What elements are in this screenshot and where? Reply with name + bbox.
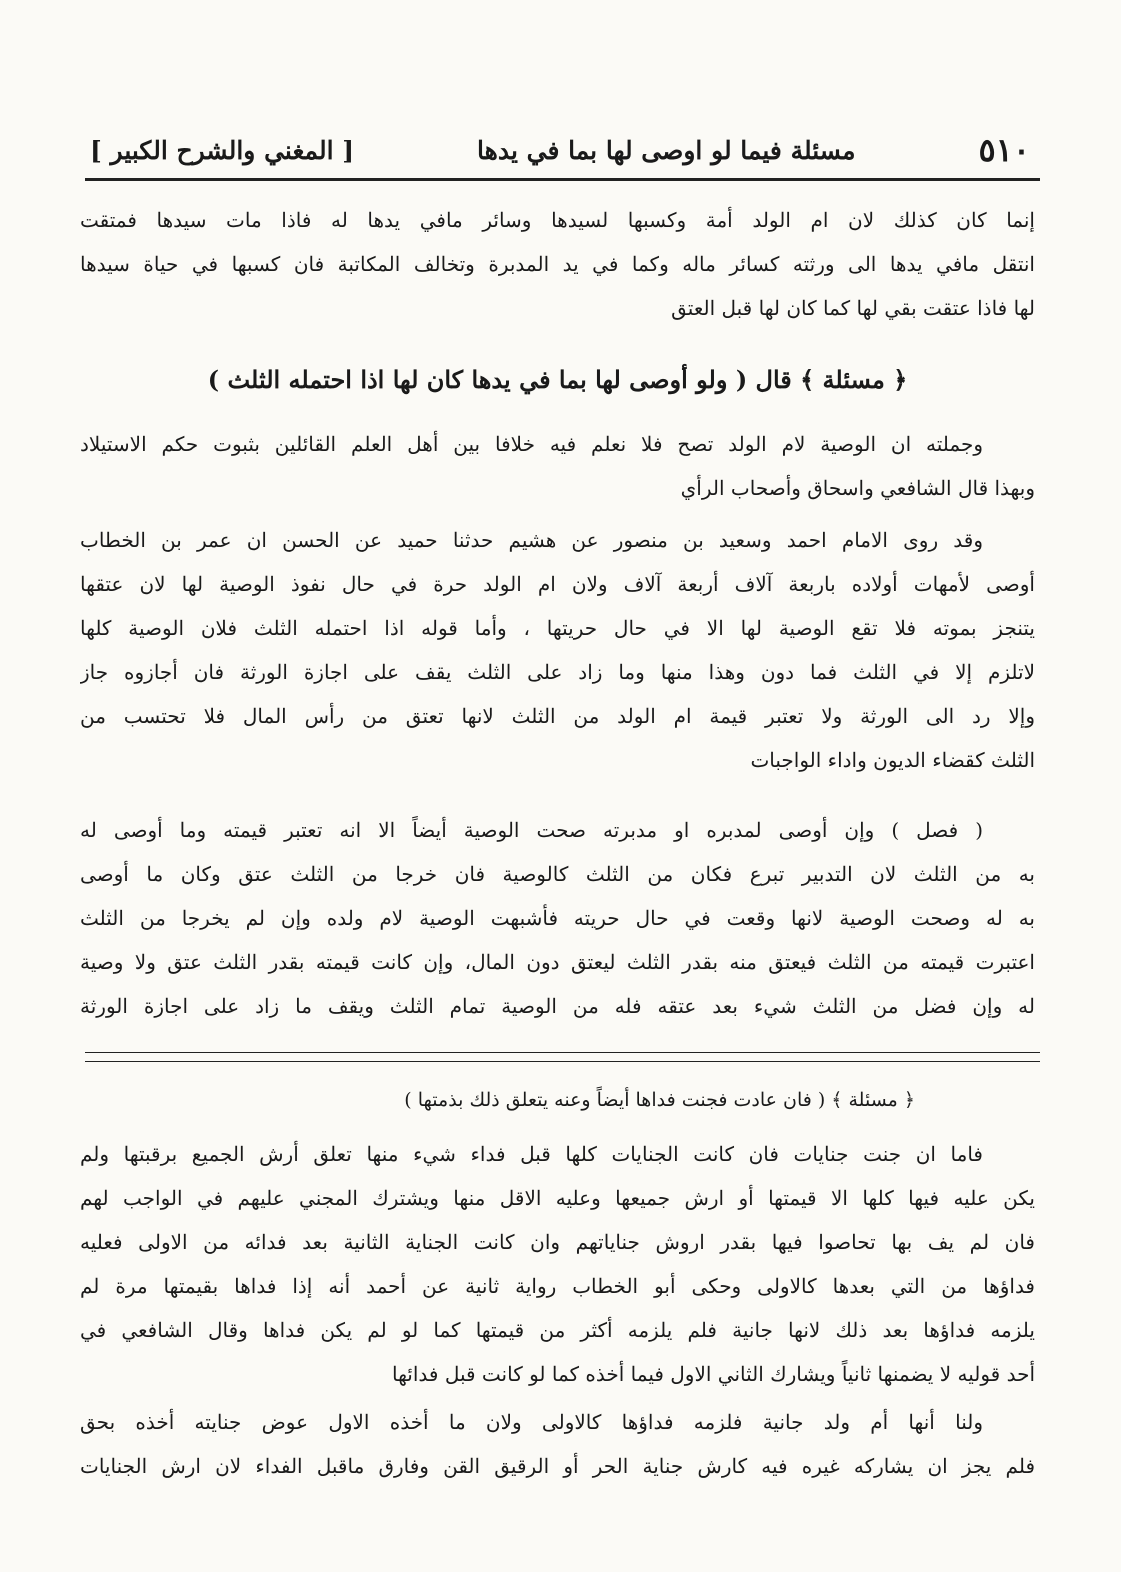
text-line: ولنا أنها أم ولد جانية فلزمه فداؤها كالاولى ولان ما أخذه الاول عوض جنايته أخذه بحق — [80, 1410, 983, 1434]
text-line: لاتلزم إلا في الثلث فما دون وهذا منها وما زاد على الثلث يقف على اجازة الورثة فان أجازوه جاز — [80, 660, 1035, 684]
header-rule — [85, 178, 1040, 181]
text-line: وإلا رد الى الورثة ولا تعتبر قيمة ام الولد من الثلث لانها تعتق من رأس المال فلا تحتسب من — [80, 704, 1035, 728]
text-line: وقد روى الامام احمد وسعيد بن منصور عن هشيم حدثنا حميد عن الحسن ان عمر بن الخطاب — [80, 528, 983, 552]
paragraph-3 — [80, 808, 1035, 1028]
text-line: فلم يجز ان يشاركه غيره فيه كارش جناية الحر أو الرقيق القن وفارق ماقبل الفداء لان ارش الجنايات — [80, 1454, 1035, 1478]
paragraph-4 — [80, 1132, 1035, 1396]
text-line: به من الثلث لان التدبير تبرع فكان من الثلث كالوصية فان خرجا من الثلث عتق وكان ما أوصى — [80, 862, 1035, 886]
text-line: يلزمه فداؤها بعد ذلك لانها جانية فلم يلزمه أكثر من قيمتها كما لو لم يكن فداها وقال الشافعي في — [80, 1318, 1035, 1342]
text-line: أوصى لأمهات أولاده باربعة آلاف أربعة آلاف ولان ام الولد حرة في حال نفوذ الوصية لها لان عتقها — [80, 572, 1035, 596]
book-title: [ المغني والشرح الكبير ] — [90, 135, 355, 165]
text-line: أحد قوليه لا يضمنها ثانياً ويشارك الثاني الاول فيما أخذه كما لو كانت قبل فدائها — [391, 1362, 1035, 1386]
page-header — [90, 130, 1030, 170]
text-line: فاما ان جنت جنايات فان كانت الجنايات كلها قبل فداء شيء منها تعلق أرش الجميع برقبتها ولم — [80, 1142, 983, 1166]
text-line: له وإن فضل من الثلث شيء بعد عتقه فله من الوصية تمام الثلث ويقف ما زاد على اجازة الورثة — [80, 994, 1035, 1018]
paragraph-5 — [80, 1400, 1035, 1488]
text-line: ( فصل ) وإن أوصى لمدبره او مدبرته صحت الوصية أيضاً الا انه تعتبر قيمته وما أوصى له — [80, 818, 983, 842]
paragraph-1 — [80, 422, 1035, 510]
header-title: مسئلة فيما لو اوصى لها بما في يدها — [477, 135, 856, 165]
sub-section-heading: ﴿ مسئلة ﴾ ( فان عادت فجنت فداها أيضاً وعنه يتعلق ذلك بذمتها ) — [404, 1089, 915, 1111]
text-line: يكن عليه فيها كلها الا قيمتها أو ارش جميعها وعليه الاقل منها ويشترك المجني عليهم في الواجب لهم — [80, 1186, 1035, 1210]
paragraph-2 — [80, 518, 1035, 782]
text-line: يتنجز بموته فلا تقع الوصية لها الا في حال حريتها ، وأما قوله اذا احتمله الثلث فلان الوصية كلها — [80, 616, 1035, 640]
text-line: فداؤها من التي بعدها كالاولى وحكى أبو الخطاب رواية ثانية عن أحمد أنه إذا فداها بقيمتها مرة لم — [80, 1274, 1035, 1298]
text-line: به له وصحت الوصية لانها وقعت في حال حريته فأشبهت الوصية لام ولده وإن لم يخرجا من الثلث — [80, 906, 1035, 930]
text-line: انتقل مافي يدها الى ورثته كسائر ماله وكما في يد المدبرة وتخالف المكاتبة فان كسبها في حياة سيدها — [80, 252, 1035, 276]
section-heading: ﴿ مسئلة ﴾ قال ( ولو أوصى لها بما في يدها كان لها اذا احتمله الثلث ) — [207, 365, 908, 394]
top-paragraph — [80, 198, 1035, 330]
text-line: اعتبرت قيمته من الثلث فيعتق منه بقدر الثلث ليعتق دون المال، وإن كانت قيمته بقدر الثلث عتق ولا وصية — [80, 950, 1035, 974]
text-line: لها فاذا عتقت بقي لها كما كان لها قبل العتق — [671, 296, 1035, 320]
page-number: ٥١٠ — [978, 131, 1030, 169]
text-line: وجملته ان الوصية لام الولد تصح فلا نعلم فيه خلافا بين أهل العلم القائلين بثبوت حكم الاستيلاد — [80, 432, 983, 456]
text-line: إنما كان كذلك لان ام الولد أمة وكسبها لسيدها وسائر مافي يدها له فاذا مات سيدها فمتقت — [80, 208, 1035, 232]
text-line: الثلث كقضاء الديون واداء الواجبات — [750, 748, 1035, 772]
text-line: وبهذا قال الشافعي واسحاق وأصحاب الرأي — [680, 476, 1035, 500]
section-divider — [85, 1052, 1040, 1062]
text-line: فان لم يف بها تحاصوا فيها بقدر اروش جناياتهم وان كانت الجناية الثانية بعد فدائه من الاولى فعليه — [80, 1230, 1035, 1254]
